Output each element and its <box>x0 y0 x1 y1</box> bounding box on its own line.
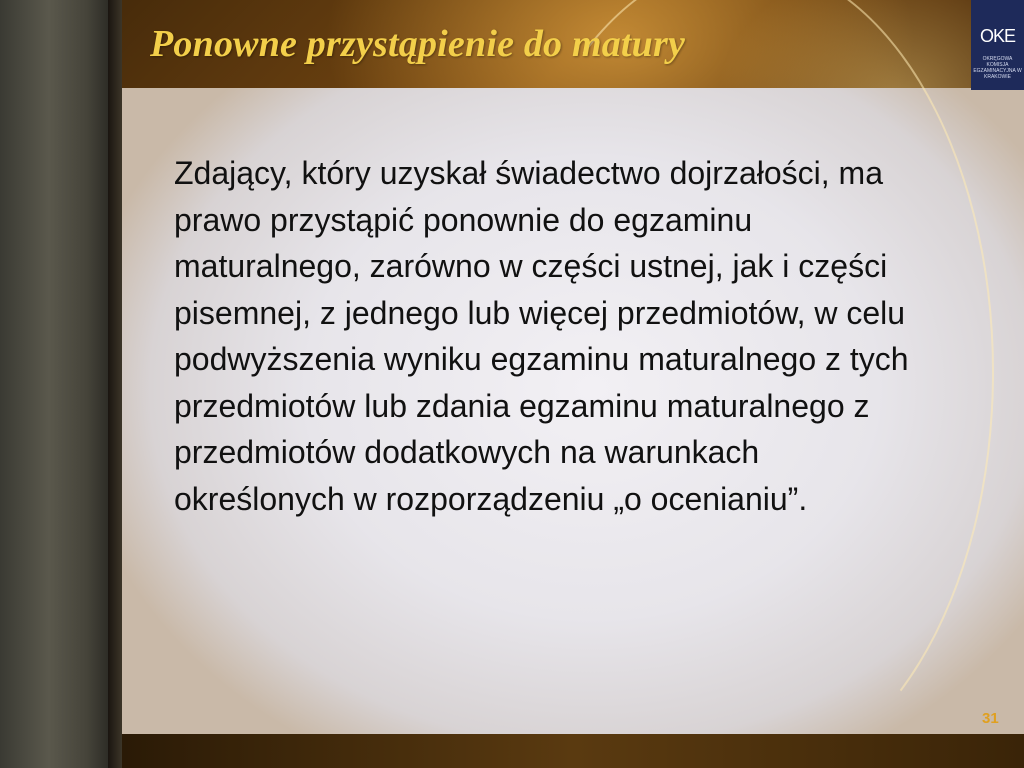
logo-mark: OKE <box>979 26 1015 46</box>
bottom-band <box>122 734 1024 768</box>
page-number: 31 <box>982 710 999 727</box>
left-strip-divider <box>108 0 122 768</box>
oke-logo <box>971 0 1024 90</box>
slide-title: Ponowne przystąpienie do matury <box>150 23 686 65</box>
left-decorative-strip <box>0 0 108 768</box>
logo-subtext: OKRĘGOWA KOMISJA EGZAMINACYJNA W KRAKOWIE <box>973 56 1022 80</box>
slide-body-text: Zdający, który uzyskał świadectwo dojrzałości, ma prawo przystąpić ponownie do egzaminu maturalnego, zarówno w części ustnej, jak i części pisemnej, z jednego lub więcej przedmiotów, w celu podwyższenia wyniku egzaminu maturalnego z tych przedmiotów lub zdania egzaminu maturalnego z przedmiotów dodatkowych na warunkach określonych w rozporządzeniu „o ocenianiu”. <box>174 155 909 517</box>
